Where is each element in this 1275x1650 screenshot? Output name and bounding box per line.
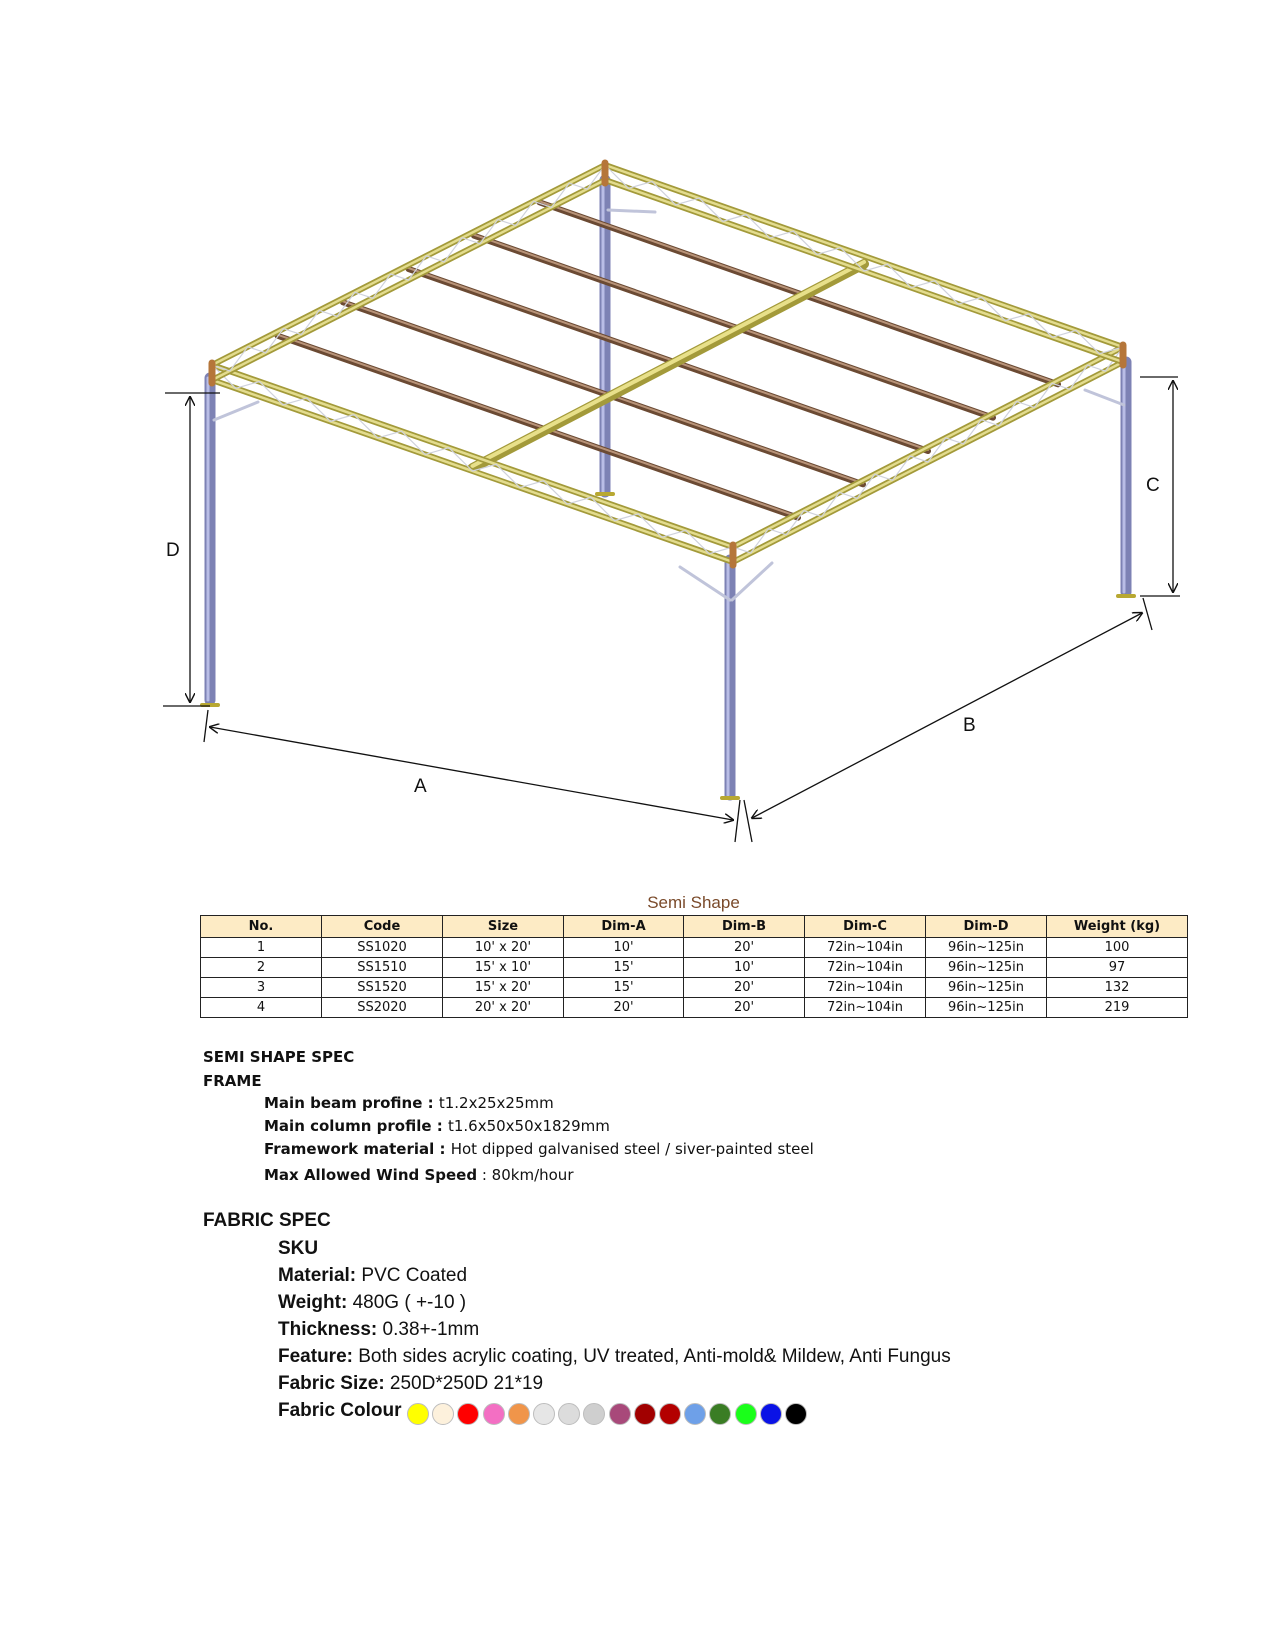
spec-label: Max Allowed Wind Speed bbox=[264, 1166, 478, 1184]
truss-chord bbox=[605, 165, 1123, 347]
fabric-size-line bbox=[278, 1373, 543, 1395]
fabric-feature-line bbox=[278, 1346, 951, 1368]
truss-web bbox=[1017, 402, 1035, 408]
column-header: Dim-B bbox=[684, 916, 805, 938]
colour-swatch bbox=[483, 1403, 505, 1425]
truss-web bbox=[283, 329, 301, 335]
dimension-lines bbox=[163, 377, 1180, 842]
truss-web bbox=[911, 281, 935, 288]
colour-swatch bbox=[609, 1403, 631, 1425]
truss-web bbox=[676, 198, 700, 205]
truss-web bbox=[768, 529, 786, 535]
spec-value: Hot dipped galvanised steel / siver-painted steel bbox=[450, 1140, 814, 1158]
spec-value: : 80km/hour bbox=[477, 1166, 574, 1184]
table-row bbox=[201, 978, 1188, 998]
fabric-material-line bbox=[278, 1265, 467, 1287]
purlin bbox=[278, 335, 799, 517]
truss-web bbox=[236, 382, 260, 389]
table-cell: 72in~104in bbox=[805, 938, 926, 958]
truss-web bbox=[946, 438, 964, 444]
colour-swatch bbox=[735, 1403, 757, 1425]
sku-label: SKU bbox=[278, 1238, 319, 1259]
spec-label: Material: bbox=[278, 1265, 362, 1286]
truss-chord bbox=[212, 365, 733, 547]
spec-label: Main beam profine : bbox=[264, 1094, 439, 1112]
spec-line-main-column bbox=[264, 1117, 610, 1135]
spec-value: t1.2x25x25mm bbox=[438, 1094, 554, 1112]
truss-web bbox=[425, 448, 449, 455]
fabric-thickness-line bbox=[278, 1319, 479, 1341]
spec-label: Framework material : bbox=[264, 1140, 451, 1158]
column-header: Dim-A bbox=[564, 916, 684, 938]
dimension-b-tick-left bbox=[744, 800, 752, 842]
colour-swatch bbox=[432, 1403, 454, 1425]
spec-label: Weight: bbox=[278, 1292, 353, 1313]
table-cell: 10' bbox=[684, 958, 805, 978]
truss-web bbox=[378, 431, 402, 438]
fabric-sku-label bbox=[278, 1238, 318, 1260]
truss-web bbox=[248, 347, 266, 353]
spec-value: 250D*250D 21*19 bbox=[389, 1373, 544, 1394]
colour-swatch bbox=[407, 1403, 429, 1425]
spec-line-wind-speed bbox=[264, 1166, 573, 1184]
purlin bbox=[540, 201, 1059, 383]
table-row bbox=[201, 958, 1188, 978]
spec-label: Main column profile : bbox=[264, 1117, 448, 1135]
table-cell: SS2020 bbox=[322, 998, 443, 1018]
table-cell: 96in~125in bbox=[926, 938, 1047, 958]
table-cell: 20' bbox=[684, 998, 805, 1018]
truss-web bbox=[723, 215, 747, 222]
spec-value: 0.38+-1mm bbox=[382, 1319, 480, 1340]
truss-web bbox=[520, 481, 544, 488]
dimension-a-tick-left bbox=[204, 710, 208, 742]
spec-value: Both sides acrylic coating, UV treated, Anti-mold& Mildew, Anti Fungus bbox=[358, 1346, 951, 1367]
fabric-colour-swatches bbox=[407, 1403, 827, 1425]
table-cell: 10' bbox=[564, 938, 684, 958]
column-header: Code bbox=[322, 916, 443, 938]
knee-brace bbox=[732, 563, 772, 600]
colour-swatch bbox=[709, 1403, 731, 1425]
truss-web bbox=[817, 248, 841, 255]
spec-line-framework-material bbox=[264, 1140, 814, 1158]
column-header: Dim-C bbox=[805, 916, 926, 938]
columns bbox=[202, 180, 1134, 798]
colour-swatch bbox=[508, 1403, 530, 1425]
column-header: No. bbox=[201, 916, 322, 938]
truss-web bbox=[1005, 314, 1029, 321]
table-cell: 20' bbox=[684, 978, 805, 998]
table-cell: 20' bbox=[564, 998, 684, 1018]
spec-label: Thickness: bbox=[278, 1319, 383, 1340]
truss-web bbox=[498, 220, 516, 226]
truss-web bbox=[426, 256, 444, 262]
truss-web bbox=[629, 182, 653, 189]
truss-web bbox=[1052, 330, 1076, 337]
table-cell: 100 bbox=[1047, 938, 1188, 958]
table-caption: Semi Shape bbox=[647, 893, 740, 912]
table-cell: 72in~104in bbox=[805, 958, 926, 978]
truss-web bbox=[839, 492, 857, 498]
truss-web bbox=[567, 497, 591, 504]
table-cell: 1 bbox=[201, 938, 322, 958]
truss-web bbox=[330, 415, 354, 422]
table-cell: 72in~104in bbox=[805, 998, 926, 1018]
spec-label: Feature: bbox=[278, 1346, 359, 1367]
truss-web bbox=[770, 231, 794, 238]
table-header-row bbox=[201, 916, 1188, 938]
truss-web bbox=[910, 456, 928, 462]
dimension-label-d: D bbox=[166, 540, 180, 561]
table-cell: 20' bbox=[684, 938, 805, 958]
truss-web bbox=[615, 514, 639, 521]
dimension-b-arrow bbox=[752, 613, 1142, 818]
spec-value: t1.6x50x50x1829mm bbox=[447, 1117, 610, 1135]
table-row bbox=[201, 998, 1188, 1018]
table-cell: 4 bbox=[201, 998, 322, 1018]
semi-spec-title: SEMI SHAPE SPEC bbox=[203, 1048, 355, 1066]
truss-web bbox=[662, 530, 686, 537]
truss-web bbox=[391, 274, 409, 280]
spec-label: Fabric Colour bbox=[278, 1400, 402, 1421]
truss-web bbox=[981, 420, 999, 426]
ridge-beam bbox=[473, 262, 865, 466]
dimension-a-arrow bbox=[210, 727, 733, 820]
table-row bbox=[201, 938, 1188, 958]
colour-swatch bbox=[760, 1403, 782, 1425]
table-cell: 3 bbox=[201, 978, 322, 998]
colour-swatch bbox=[533, 1403, 555, 1425]
spec-label: Fabric Size: bbox=[278, 1373, 390, 1394]
table-cell: 15' bbox=[564, 978, 684, 998]
truss-web bbox=[1088, 365, 1106, 371]
table-cell: 96in~125in bbox=[926, 978, 1047, 998]
colour-swatch bbox=[457, 1403, 479, 1425]
table-cell: 96in~125in bbox=[926, 958, 1047, 978]
truss-web bbox=[569, 183, 587, 189]
table-cell: 15' bbox=[564, 958, 684, 978]
truss-web bbox=[283, 398, 307, 405]
fabric-weight-line bbox=[278, 1292, 466, 1314]
truss-web bbox=[319, 310, 337, 316]
frame-structure bbox=[202, 163, 1134, 798]
table-cell: SS1520 bbox=[322, 978, 443, 998]
dimension-label-b: B bbox=[963, 715, 976, 736]
colour-swatch bbox=[583, 1403, 605, 1425]
purlin bbox=[474, 235, 993, 417]
truss-chord bbox=[733, 347, 1123, 547]
column-header: Size bbox=[443, 916, 564, 938]
colour-swatch bbox=[785, 1403, 807, 1425]
fabric-spec-title: FABRIC SPEC bbox=[203, 1210, 331, 1231]
dimension-a-tick-right bbox=[735, 800, 740, 842]
table-cell: 15' x 10' bbox=[443, 958, 564, 978]
knee-brace bbox=[608, 210, 655, 212]
table-cell: 15' x 20' bbox=[443, 978, 564, 998]
table-cell: 96in~125in bbox=[926, 998, 1047, 1018]
purlin bbox=[409, 268, 929, 450]
truss-chord bbox=[212, 165, 605, 365]
spec-value: 480G ( +-10 ) bbox=[352, 1292, 467, 1313]
colour-swatch bbox=[684, 1403, 706, 1425]
spec-line-main-beam bbox=[264, 1094, 554, 1112]
knee-brace bbox=[1085, 390, 1124, 405]
dimension-label-c: C bbox=[1146, 475, 1160, 496]
truss-web bbox=[355, 292, 373, 298]
colour-swatch bbox=[558, 1403, 580, 1425]
roof-beams bbox=[278, 201, 1059, 517]
table-cell: SS1020 bbox=[322, 938, 443, 958]
knee-brace bbox=[214, 402, 258, 420]
table-cell: 219 bbox=[1047, 998, 1188, 1018]
knee-brace bbox=[680, 567, 730, 600]
dimension-b-tick-right bbox=[1143, 598, 1152, 630]
table-cell: 2 bbox=[201, 958, 322, 978]
frame-heading: FRAME bbox=[203, 1072, 262, 1090]
column-header: Dim-D bbox=[926, 916, 1047, 938]
table-cell: 132 bbox=[1047, 978, 1188, 998]
table-cell: 10' x 20' bbox=[443, 938, 564, 958]
truss-web bbox=[875, 474, 893, 480]
table-cell: 72in~104in bbox=[805, 978, 926, 998]
size-table bbox=[200, 915, 1188, 1018]
truss-web bbox=[958, 297, 982, 304]
column-header: Weight (kg) bbox=[1047, 916, 1188, 938]
truss-web bbox=[804, 511, 822, 517]
colour-swatch bbox=[634, 1403, 656, 1425]
spec-value: PVC Coated bbox=[361, 1265, 468, 1286]
fabric-colour-line bbox=[278, 1400, 405, 1422]
dimension-label-a: A bbox=[414, 776, 427, 797]
truss-web bbox=[709, 547, 733, 554]
colour-swatch bbox=[659, 1403, 681, 1425]
table-cell: SS1510 bbox=[322, 958, 443, 978]
table-cell: 97 bbox=[1047, 958, 1188, 978]
table-cell: 20' x 20' bbox=[443, 998, 564, 1018]
